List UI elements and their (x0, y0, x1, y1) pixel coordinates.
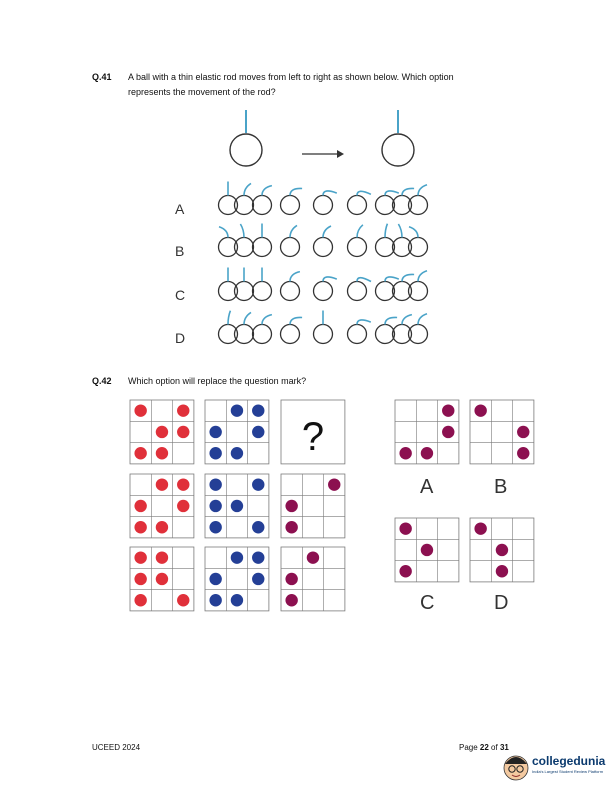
matrix-r2c2-dot (209, 500, 221, 512)
matrix-r3c3 (281, 547, 345, 611)
matrix-r3c2-dot (209, 573, 221, 585)
matrix-r2c1-dot (156, 478, 168, 490)
footer-page-number: Page 22 of 31 (459, 743, 509, 752)
matrix-r3c1-dot (134, 551, 146, 563)
option-a-grid (395, 400, 459, 464)
collegedunia-logo (502, 752, 610, 784)
option-d-grid-dot (496, 565, 508, 577)
matrix-r3c1-dot (134, 573, 146, 585)
option-c-grid-dot (399, 565, 411, 577)
q42-option-label-b[interactable]: B (494, 476, 508, 498)
option-d-grid-dot (496, 544, 508, 556)
matrix-r3c3-dot (285, 594, 297, 606)
option-c-grid-dot (399, 522, 411, 534)
question-text-line2: represents the movement of the rod? (128, 87, 276, 97)
option-b-grid-dot (517, 447, 529, 459)
option-a-grid-dot (421, 447, 433, 459)
matrix-r2c1-dot (156, 521, 168, 533)
matrix-r1c1-dot (134, 404, 146, 416)
option-c-grid (395, 518, 459, 582)
matrix-r3c1-dot (177, 594, 189, 606)
matrix-r2c2-dot (252, 478, 264, 490)
matrix-r1c1-dot (156, 447, 168, 459)
logo-tagline: India's Largest Student Review Platform (532, 769, 604, 774)
matrix-r1c2-dot (209, 447, 221, 459)
matrix-r3c1-dot (156, 573, 168, 585)
matrix-r2c1-dot (177, 500, 189, 512)
matrix-r1c1-dot (177, 404, 189, 416)
matrix-r1c2-dot (252, 404, 264, 416)
option-b-grid-dot (474, 404, 486, 416)
matrix-r2c2-dot (209, 478, 221, 490)
matrix-r3c1-dot (134, 594, 146, 606)
matrix-r1c2-dot (231, 447, 243, 459)
option-label-c[interactable]: C (175, 287, 186, 303)
option-a-grid-dot (442, 426, 454, 438)
matrix-r3c3-dot (307, 551, 319, 563)
q42-option-label-a[interactable]: A (420, 476, 434, 498)
matrix-r2c1-dot (177, 478, 189, 490)
question-number: Q.42 (92, 376, 112, 386)
q42-option-label-d[interactable]: D (494, 592, 509, 614)
question-mark: ? (301, 415, 325, 460)
matrix-r1c1-dot (177, 426, 189, 438)
question-number: Q.41 (92, 72, 112, 82)
mascot-icon (502, 752, 530, 782)
matrix-r2c3-dot (285, 500, 297, 512)
matrix-r1c2-dot (231, 404, 243, 416)
option-b-grid-dot (517, 426, 529, 438)
logo-text: collegedunia (532, 754, 606, 768)
footer-exam-name: UCEED 2024 (92, 743, 141, 752)
matrix-r2c2-dot (231, 500, 243, 512)
matrix-r3c2-dot (252, 573, 264, 585)
matrix-r2c3-dot (328, 478, 340, 490)
matrix-r1c2-dot (252, 426, 264, 438)
matrix-r2c2-dot (252, 521, 264, 533)
option-b-grid (470, 400, 534, 464)
matrix-r2c1-dot (134, 521, 146, 533)
matrix-r3c3-dot (285, 573, 297, 585)
option-d-grid (470, 518, 534, 582)
matrix-r2c3 (281, 474, 345, 538)
option-label-b[interactable]: B (175, 243, 185, 259)
matrix-r3c1 (130, 547, 194, 611)
matrix-r1c1-dot (134, 447, 146, 459)
q42-option-label-c[interactable]: C (420, 592, 435, 614)
option-c-grid-dot (421, 544, 433, 556)
matrix-r3c2-dot (231, 551, 243, 563)
matrix-r2c1 (130, 474, 194, 538)
matrix-r3c1-dot (156, 551, 168, 563)
option-a-grid-dot (399, 447, 411, 459)
question-text-line1: A ball with a thin elastic rod moves from left to right as shown below. Which option (128, 72, 454, 82)
option-a-grid-dot (442, 404, 454, 416)
question-text: Which option will replace the question mark? (128, 376, 307, 386)
matrix-r1c2-dot (209, 426, 221, 438)
matrix-r1c1 (130, 400, 194, 464)
matrix-r1c1-dot (156, 426, 168, 438)
matrix-r2c2 (205, 474, 269, 538)
option-label-d[interactable]: D (175, 330, 186, 346)
option-d-grid-dot (474, 522, 486, 534)
matrix-r2c3-dot (285, 521, 297, 533)
matrix-r3c2-dot (231, 594, 243, 606)
matrix-r3c2-dot (209, 594, 221, 606)
option-label-a[interactable]: A (175, 201, 185, 217)
matrix-r3c2 (205, 547, 269, 611)
matrix-r2c2-dot (209, 521, 221, 533)
matrix-r3c2-dot (252, 551, 264, 563)
matrix-r1c2 (205, 400, 269, 464)
matrix-r2c1-dot (134, 500, 146, 512)
